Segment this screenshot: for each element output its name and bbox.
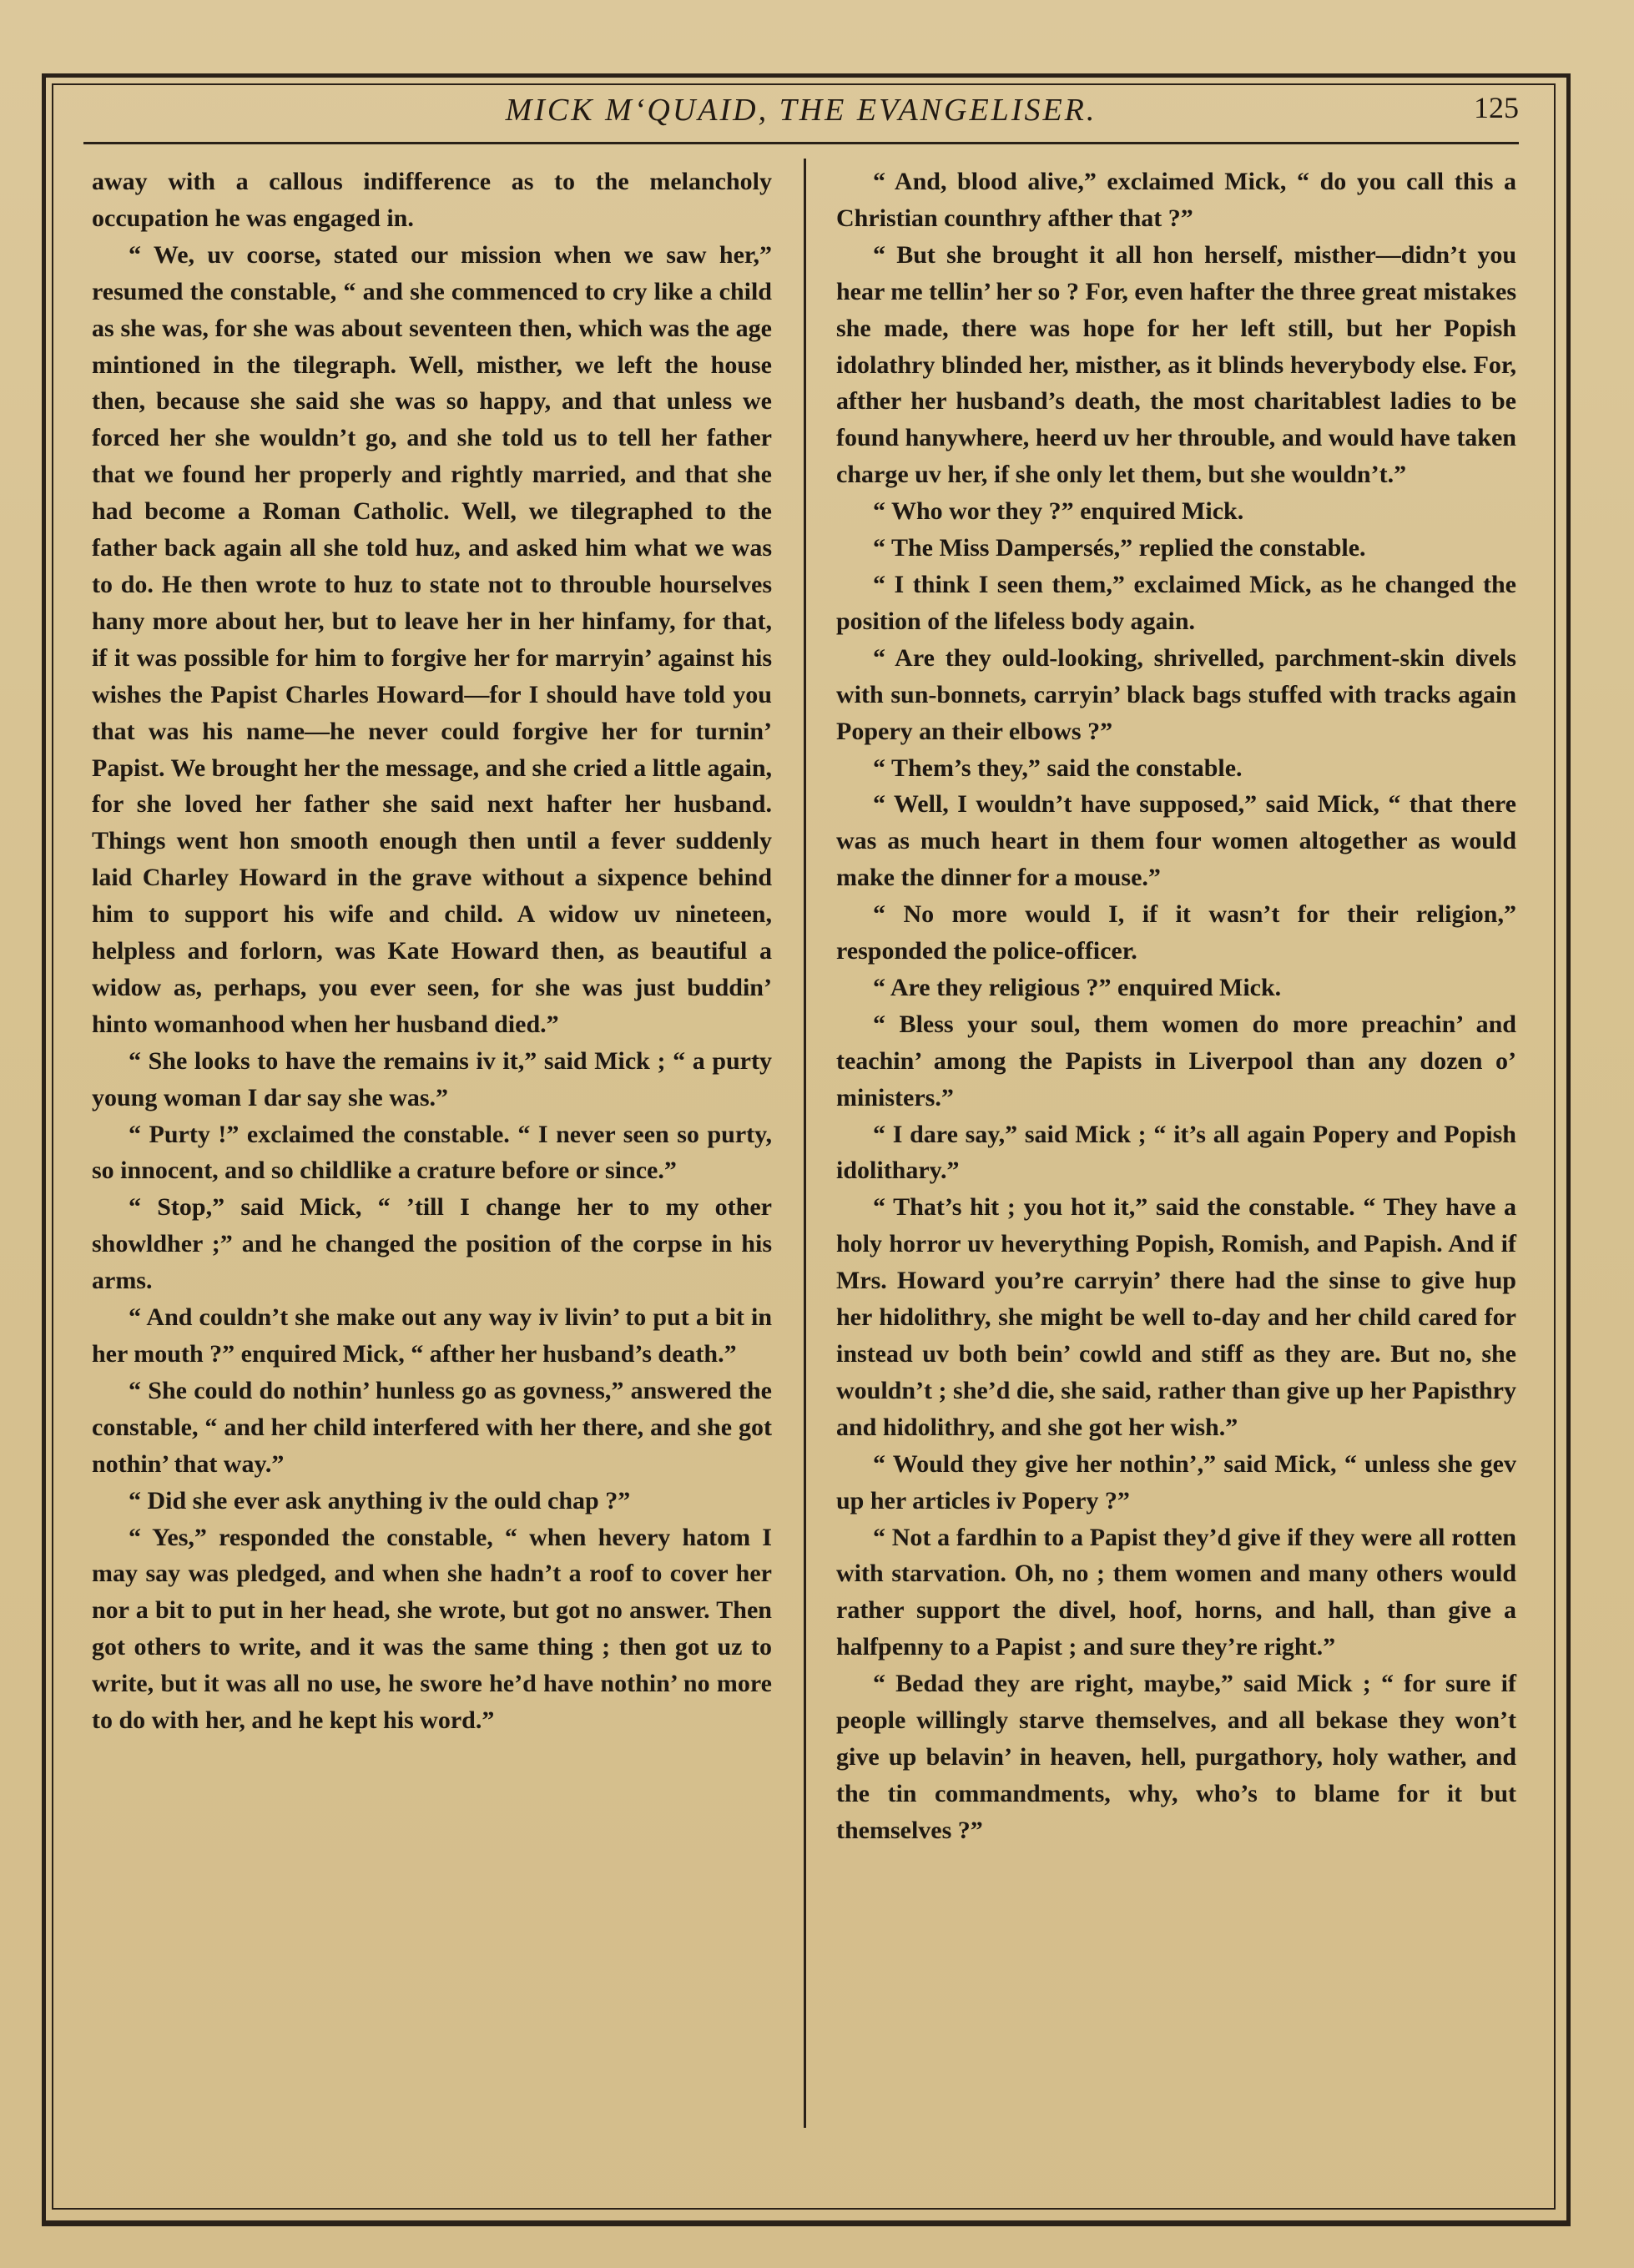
paragraph: “ Are they ould-looking, shrivelled, parchment-skin divels with sun-bonnets, carryin’ black bags stuffed with tracks again Popery an their elbows ?” [836, 643, 1516, 745]
paragraph: “ She looks to have the remains iv it,” said Mick ; “ a purty young woman I dar say she was.” [92, 1046, 772, 1111]
paragraph: “ Would they give her nothin’,” said Mick, “ unless she gev up her articles iv Popery ?” [836, 1449, 1516, 1515]
paragraph: away with a callous indifference as to the melancholy occupation he was engaged in. [92, 168, 772, 232]
running-title: MICK M‘QUAID, THE EVANGELISER. [505, 93, 1097, 128]
right-column [836, 164, 1516, 1849]
paragraph: “ Them’s they,” said the constable. [873, 753, 1243, 782]
paragraph: “ She could do nothin’ hunless go as govness,” answered the constable, “ and her child interfered with her there, and she got nothin’ that way.” [92, 1376, 772, 1478]
paragraph: “ Well, I wouldn’t have supposed,” said Mick, “ that there was as much heart in them four women altogether as would make the dinner for a mouse.” [836, 790, 1516, 892]
paragraph: “ Not a fardhin to a Papist they’d give if they were all rotten with starvation. Oh, no ; them women and many others would rather support the divel, hoof, horns, and hall, than give a halfpenny to a Papist ; and sure they’re right.” [836, 1523, 1516, 1661]
paragraph: “ We, uv coorse, stated our mission when we saw her,” resumed the constable, “ and she commenced to cry like a child as she was, for she was about seventeen then, which was the age mintioned in the tilegraph. Well, misther, we left the house then, because she said she was so happy, and that unless we forced her she wouldn’t go, and she told us to tell her father that we found her properly and rightly married, and that she had become a Roman Catholic. Well, we tilegraphed to the father back again all she told huz, and asked him what we was to do. He then wrote to huz to state not to throuble hourselves hany more about her, but to leave her in her hinfamy, for that, if it was possible for him to forgive her for marryin’ against his wishes the Papist Charles Howard—for I should have told you that was his name—he never could forgive her for turnin’ Papist. We brought her the message, and she cried a little again, for she loved her father she said next hafter her husband. Things went hon smooth enough then until a fever suddenly laid Charley Howard in the grave without a sixpence behind him to support his wife and child. A widow uv nineteen, helpless and forlorn, was Kate Howard then, as beautiful a widow as, perhaps, you ever seen, for she was just buddin’ hinto womanhood when her husband died.” [92, 240, 773, 1038]
paragraph: “ No more would I, if it wasn’t for their religion,” responded the police-officer. [836, 900, 1516, 965]
paragraph: “ Bedad they are right, maybe,” said Mick ; “ for sure if people willingly starve themselves, and all bekase they won’t give up belavin’ in heaven, hell, purgathory, holy wather, and the tin commandments, why, who’s to blame for it but themselves ?” [836, 1670, 1516, 1844]
page-number: 125 [1474, 91, 1519, 124]
paragraph: “ Yes,” responded the constable, “ when hevery hatom I may say was pledged, and when she hadn’t a roof to cover her nor a bit to put in her head, she wrote, but got no answer. Then got others to write, and it was the same thing ; then got uz to write, but it was all no use, he swore he’d have nothin’ no more to do with her, and he kept his word.” [92, 1523, 772, 1735]
paragraph: “ Did she ever ask anything iv the ould chap ?” [129, 1486, 631, 1515]
paragraph: “ Are they religious ?” enquired Mick. [873, 973, 1282, 1001]
column-divider [804, 159, 806, 2128]
paragraph: “ Bless your soul, them women do more preachin’ and teachin’ among the Papists in Liverpool than any dozen o’ ministers.” [836, 1010, 1516, 1111]
paragraph: “ That’s hit ; you hot it,” said the constable. “ They have a holy horror uv heverything Popish, Romish, and Papish. And if Mrs. Howard you’re carryin’ there had the sinse to give hup her hidolithry, she might be well to-day and her child cared for instead uv both bein’ cowld and stiff as they are. But no, she wouldn’t ; she’d die, she said, rather than give up her Papisthry and hidolithry, and she got her wish.” [836, 1193, 1516, 1441]
paragraph: “ Who wor they ?” enquired Mick. [873, 497, 1244, 526]
paragraph: “ And, blood alive,” exclaimed Mick, “ do you call this a Christian counthry afther that ?” [836, 168, 1516, 232]
page-header [83, 88, 1519, 137]
header-rule [83, 142, 1519, 144]
paragraph: “ And couldn’t she make out any way iv livin’ to put a bit in her mouth ?” enquired Mick, “ afther her husband’s death.” [92, 1303, 772, 1368]
paragraph: “ But she brought it all hon herself, misther—didn’t you hear me tellin’ her so ? For, even hafter the three great mistakes she made, there was hope for her left still, but her Popish idolathry blinded her, misther, as it blinds heverybody else. For, afther her husband’s death, the most charitablest ladies to be found hanywhere, heerd uv her throuble, and would have taken charge uv her, if she only let them, but she wouldn’t.” [836, 240, 1516, 489]
paragraph: “ Stop,” said Mick, “ ’till I change her to my other showldher ;” and he changed the position of the corpse in his arms. [92, 1193, 772, 1295]
paragraph: “ Purty !” exclaimed the constable. “ I never seen so purty, so innocent, and so childlike a crature before or since.” [92, 1120, 772, 1185]
left-column [92, 164, 772, 1739]
paragraph: “ I dare say,” said Mick ; “ it’s all again Popery and Popish idolithary.” [836, 1120, 1516, 1185]
paragraph: “ I think I seen them,” exclaimed Mick, as he changed the position of the lifeless body again. [836, 570, 1516, 635]
paragraph: “ The Miss Dampersés,” replied the constable. [873, 534, 1366, 562]
